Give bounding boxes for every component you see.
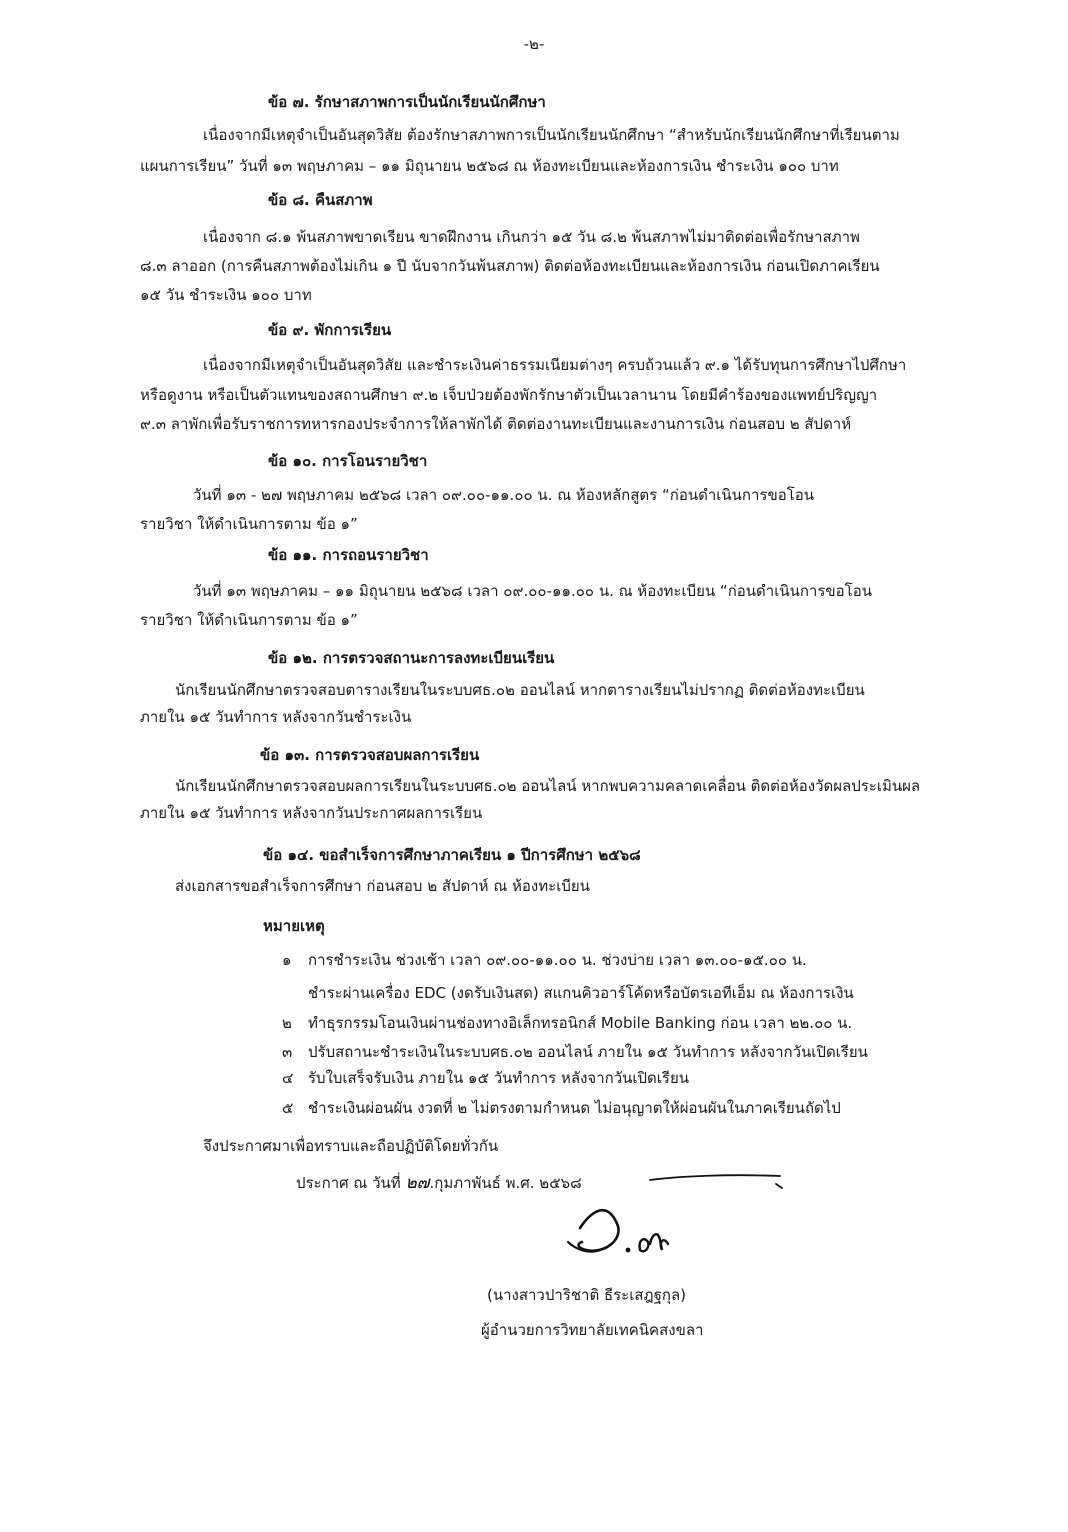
section-10-line-2: รายวิชา ให้ดำเนินการตาม ข้อ ๑” [140, 515, 358, 533]
section-8-line-3: ๑๕ วัน ชำระเงิน ๑๐๐ บาท [140, 286, 312, 304]
announcement-prefix: ประกาศ ณ วันที่ [296, 1174, 401, 1192]
signature-dot [626, 1248, 631, 1253]
notes-heading: หมายเหตุ [263, 917, 325, 935]
notes-item [282, 1068, 689, 1088]
section-13-line-1: นักเรียนนักศึกษาตรวจสอบผลการเรียนในระบบศธ.๐๒ ออนไลน์ หากพบความคลาดเคลื่อน ติดต่อห้องวัดผลประเมินผล [175, 777, 921, 795]
section-9-line-2: หรือดูงาน หรือเป็นตัวแทนของสถานศึกษา ๙.๒ เจ็บป่วยต้องพักรักษาตัวเป็นเวลานาน โดยมีคำร้องของแพทย์ปริญญา [140, 386, 878, 404]
notes-item-text: ทำธุรกรรมโอนเงินผ่านช่องทางอิเล็กทรอนิกส์ Mobile Banking ก่อน เวลา ๒๒.๐๐ น. [308, 1014, 853, 1032]
section-12-heading: ข้อ ๑๒. การตรวจสถานะการลงทะเบียนเรียน [268, 649, 555, 667]
announcement-suffix: กุมภาพันธ์ พ.ศ. ๒๕๖๘ [434, 1174, 582, 1192]
section-14-line-1: ส่งเอกสารขอสำเร็จการศึกษา ก่อนสอบ ๒ สัปดาห์ ณ ห้องทะเบียน [175, 877, 590, 895]
section-12-line-2: ภายใน ๑๕ วันทำการ หลังจากวันชำระเงิน [140, 708, 412, 726]
signature-stroke-tail [776, 1184, 782, 1188]
section-9-line-3: ๙.๓ ลาพักเพื่อรับราชการทหารกองประจำการให้ลาพักได้ ติดต่องานทะเบียนและงานการเงิน ก่อนสอบ ๒ สัปดาห์ [140, 415, 852, 433]
signer-position: ผู้อำนวยการวิทยาลัยเทคนิคสงขลา [481, 1321, 704, 1339]
section-8-line-1: เนื่องจาก ๘.๑ พ้นสภาพขาดเรียน ขาดฝึกงาน เกินกว่า ๑๕ วัน ๘.๒ พ้นสภาพไม่มาติดต่อเพื่อรักษาสภาพ [203, 228, 860, 246]
section-7-heading: ข้อ ๗. รักษาสภาพการเป็นนักเรียนนักศึกษา [268, 93, 546, 111]
notes-item-number: ๑ [282, 951, 292, 969]
section-13-heading: ข้อ ๑๓. การตรวจสอบผลการเรียน [260, 746, 480, 764]
section-8-line-2: ๘.๓ ลาออก (การคืนสภาพต้องไม่เกิน ๑ ปี นับจากวันพ้นสภาพ) ติดต่อห้องทะเบียนและห้องการเงิน ก่อนเปิดภาคเรียน [140, 257, 880, 275]
announcement-date [296, 1173, 582, 1193]
notes-item [282, 1042, 868, 1062]
notes-item-text: ชำระเงินผ่อนผัน งวดที่ ๒ ไม่ตรงตามกำหนด ไม่อนุญาตให้ผ่อนผันในภาคเรียนถัดไป [308, 1099, 841, 1117]
signature-stroke-main [579, 1210, 619, 1251]
notes-item-text: การชำระเงิน ช่วงเช้า เวลา ๐๙.๐๐-๑๑.๐๐ น. ช่วงบ่าย เวลา ๑๓.๐๐-๑๕.๐๐ น. [308, 951, 807, 969]
section-14-heading: ข้อ ๑๔. ขอสำเร็จการศึกษาภาคเรียน ๑ ปีการศึกษา ๒๕๖๘ [263, 846, 641, 864]
announcement-day: ๒๗ [405, 1173, 430, 1193]
notes-item-number: ๒ [282, 1014, 292, 1032]
section-10-heading: ข้อ ๑๐. การโอนรายวิชา [268, 452, 428, 470]
section-8-heading: ข้อ ๘. คืนสภาพ [268, 191, 373, 209]
section-11-line-2: รายวิชา ให้ดำเนินการตาม ข้อ ๑” [140, 611, 358, 629]
announcement-dot: . [429, 1174, 435, 1192]
signer-name: (นางสาวปาริชาติ ธีระเสฎฐกุล) [487, 1286, 686, 1304]
section-9-heading: ข้อ ๙. พักการเรียน [268, 321, 392, 339]
signature-stroke-flourish [650, 1175, 780, 1180]
notes-item [282, 1098, 841, 1118]
page-number: -๒- [523, 35, 545, 53]
section-13-line-2: ภายใน ๑๕ วันทำการ หลังจากวันประกาศผลการเรียน [140, 804, 483, 822]
section-7-line-1: เนื่องจากมีเหตุจำเป็นอันสุดวิสัย ต้องรักษาสภาพการเป็นนักเรียนนักศึกษา “สำหรับนักเรียนนักศึกษาที่เรียนตาม [203, 126, 900, 144]
section-7-line-2: แผนการเรียน” วันที่ ๑๓ พฤษภาคม – ๑๑ มิถุนายน ๒๕๖๘ ณ ห้องทะเบียนและห้องการเงิน ชำระเงิน ๑๐๐ บาท [140, 157, 839, 175]
notes-item-text: ปรับสถานะชำระเงินในระบบศธ.๐๒ ออนไลน์ ภายใน ๑๕ วันทำการ หลังจากวันเปิดเรียน [308, 1043, 868, 1061]
signature-stroke-initials [640, 1234, 668, 1251]
notes-item [282, 1013, 852, 1033]
notes-item-number: ๓ [282, 1043, 293, 1061]
section-10-line-1: วันที่ ๑๓ - ๒๗ พฤษภาคม ๒๕๖๘ เวลา ๐๙.๐๐-๑๑.๐๐ น. ณ ห้องหลักสูตร “ก่อนดำเนินการขอโอน [193, 486, 815, 504]
notes-item [282, 983, 854, 1003]
notes-item [282, 950, 807, 970]
notes-item-text: ชำระผ่านเครื่อง EDC (งดรับเงินสด) สแกนคิวอาร์โค้ดหรือบัตรเอทีเอ็ม ณ ห้องการเงิน [308, 984, 854, 1002]
section-9-line-1: เนื่องจากมีเหตุจำเป็นอันสุดวิสัย และชำระเงินค่าธรรมเนียมต่างๆ ครบถ้วนแล้ว ๙.๑ ได้รับทุนการศึกษาไปศึกษา [203, 356, 907, 374]
section-12-line-1: นักเรียนนักศึกษาตรวจสอบตารางเรียนในระบบศธ.๐๒ ออนไลน์ หากตารางเรียนไม่ปรากฏ ติดต่อห้องทะเบียน [175, 681, 865, 699]
notes-item-number: ๕ [282, 1099, 294, 1117]
closing-statement: จึงประกาศมาเพื่อทราบและถือปฏิบัติโดยทั่วกัน [203, 1137, 499, 1155]
notes-item-number: ๔ [282, 1069, 294, 1087]
section-11-heading: ข้อ ๑๑. การถอนรายวิชา [268, 546, 429, 564]
section-11-line-1: วันที่ ๑๓ พฤษภาคม – ๑๑ มิถุนายน ๒๕๖๘ เวลา ๐๙.๐๐-๑๑.๐๐ น. ณ ห้องทะเบียน “ก่อนดำเนินการขอโอน [193, 582, 872, 600]
signature-image [540, 1170, 800, 1280]
notes-item-text: รับใบเสร็จรับเงิน ภายใน ๑๕ วันทำการ หลังจากวันเปิดเรียน [308, 1069, 689, 1087]
